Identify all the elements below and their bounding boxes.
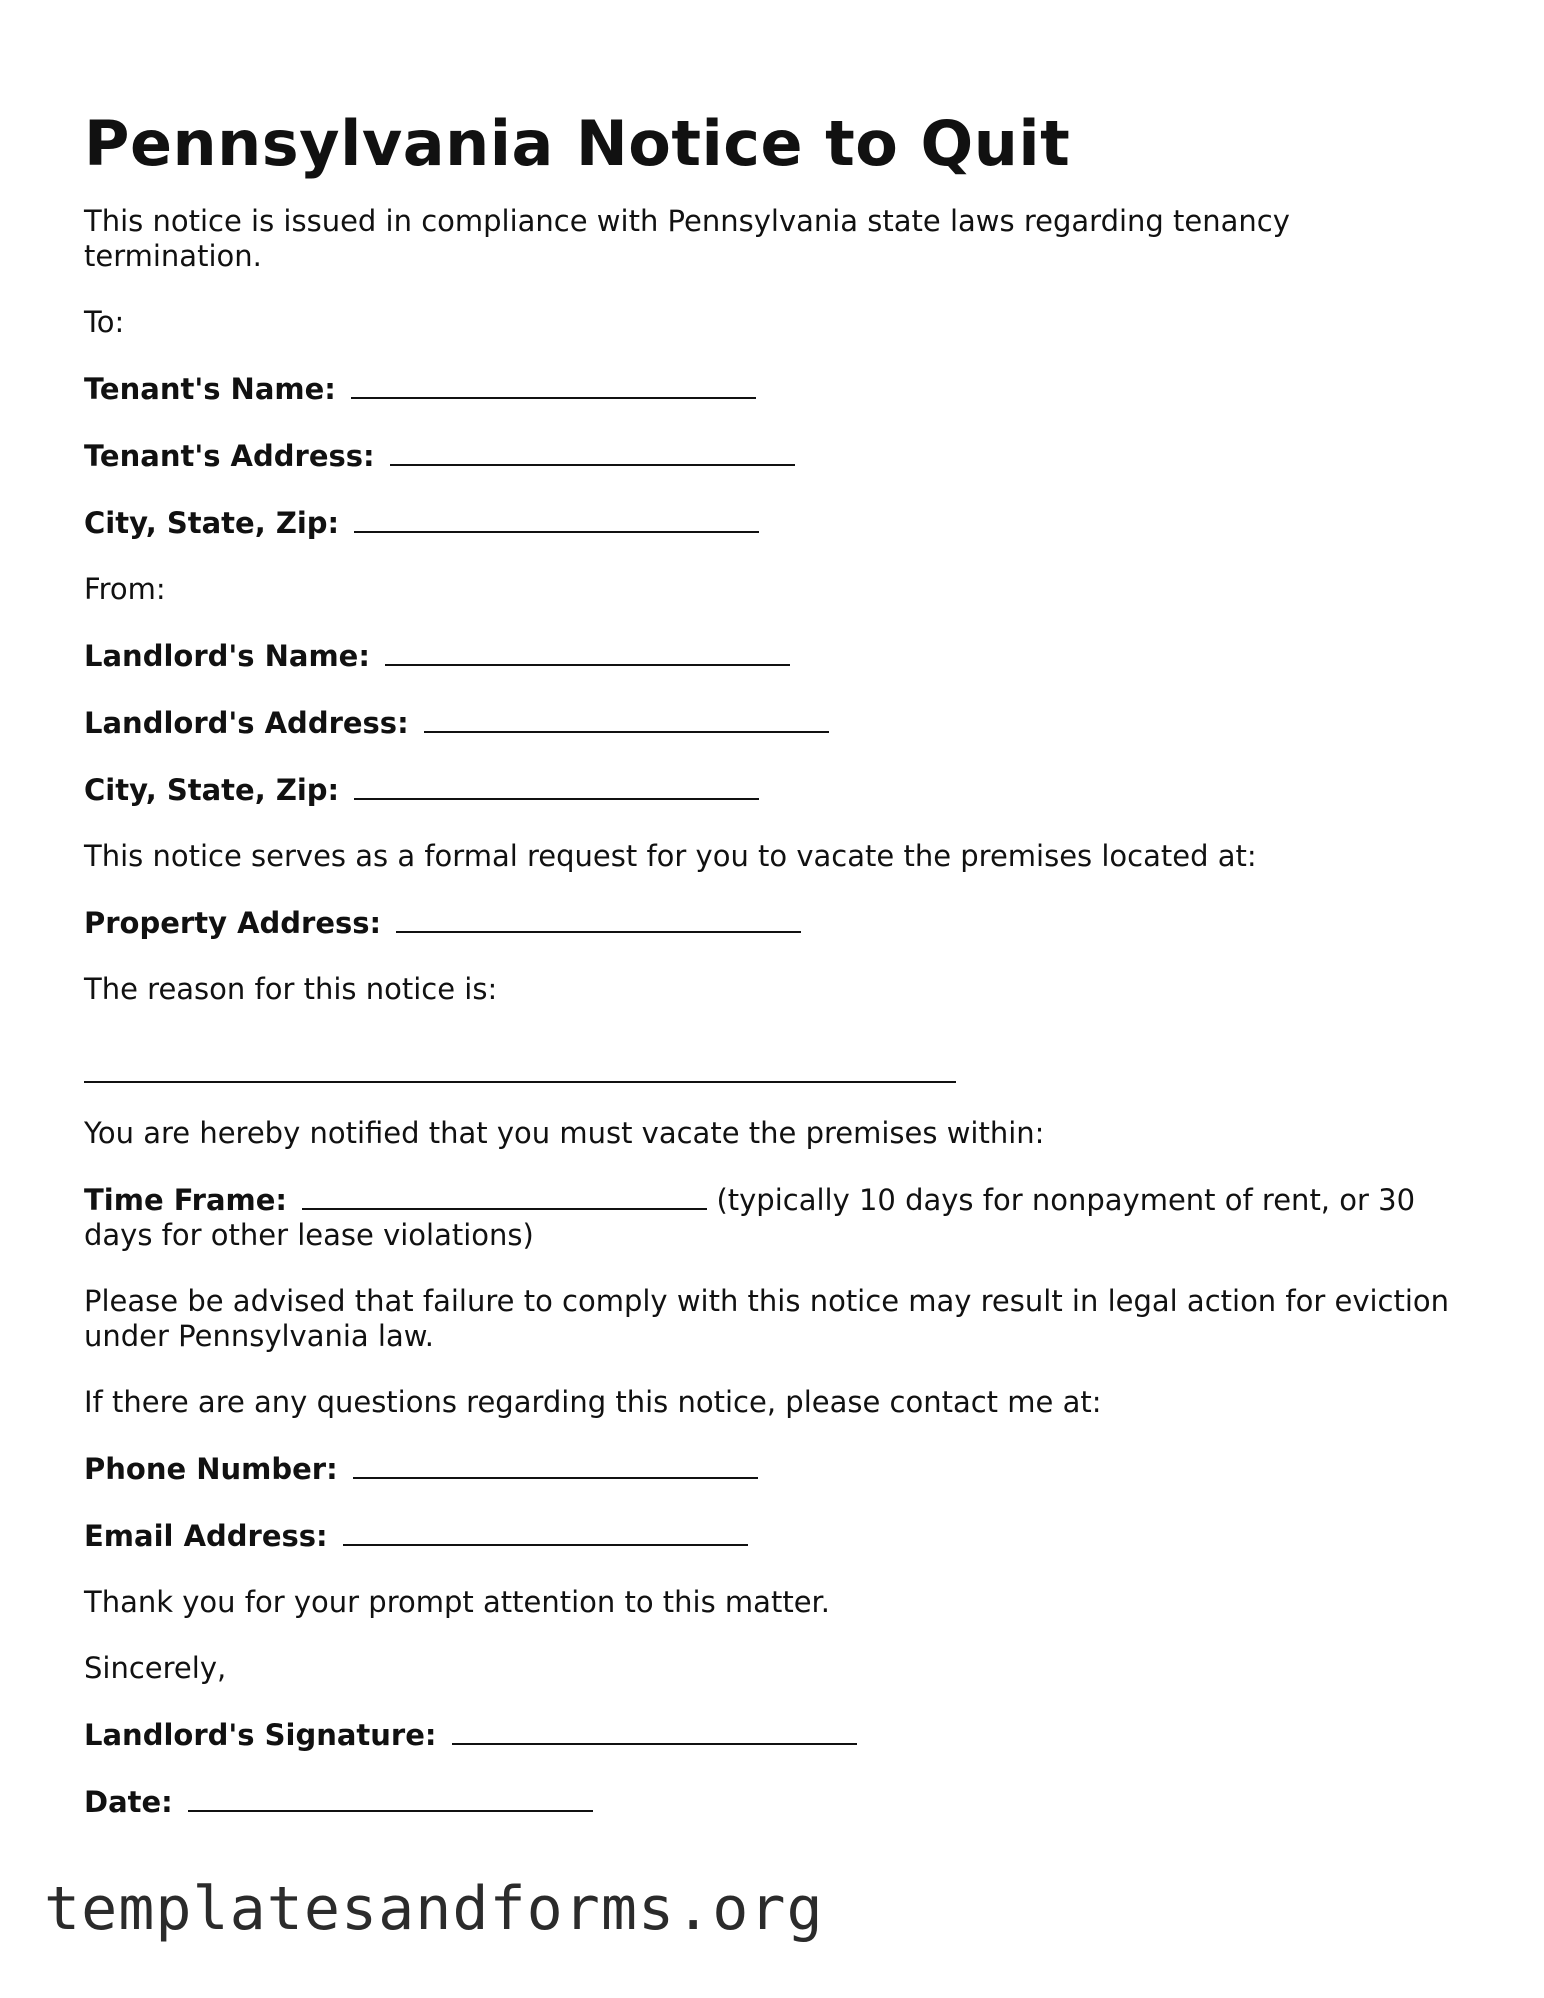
intro-text: This notice is issued in compliance with Pennsylvania state laws regarding tenancy termination. (84, 204, 1290, 273)
tenant-address-row (84, 438, 1464, 474)
date-row (84, 1784, 1464, 1820)
tenant-address-field[interactable] (390, 438, 795, 466)
time-frame-note: (typically 10 days for nonpayment of rent, or 30 days for other lease violations) (84, 1183, 1416, 1252)
page-title: Pennsylvania Notice to Quit (84, 107, 1071, 180)
closing-text: Sincerely, (84, 1651, 227, 1685)
date-field[interactable] (188, 1784, 593, 1812)
tenant-name-field[interactable] (351, 371, 756, 399)
landlord-city-label: City, State, Zip: (84, 773, 340, 807)
thanks-text: Thank you for your prompt attention to this matter. (84, 1585, 831, 1619)
landlord-name-row (84, 638, 1464, 674)
landlord-name-label: Landlord's Name: (84, 639, 370, 673)
landlord-address-row (84, 705, 1464, 741)
vacate-request-text: This notice serves as a formal request for you to vacate the premises located at: (84, 839, 1257, 873)
landlord-address-field[interactable] (424, 705, 829, 733)
tenant-city-field[interactable] (354, 505, 759, 533)
landlord-name-field[interactable] (385, 638, 790, 666)
landlord-address-label: Landlord's Address: (84, 706, 409, 740)
notice-document (84, 104, 1464, 1820)
signature-label: Landlord's Signature: (84, 1718, 437, 1752)
property-address-label: Property Address: (84, 906, 382, 940)
property-address-field[interactable] (396, 905, 801, 933)
advised-text: Please be advised that failure to comply with this notice may result in legal action for eviction under Pennsylvania law. (84, 1284, 1450, 1353)
property-address-row (84, 905, 1464, 941)
reason-intro-text: The reason for this notice is: (84, 972, 498, 1006)
tenant-name-label: Tenant's Name: (84, 372, 336, 406)
email-row (84, 1518, 1464, 1554)
to-label: To: (84, 305, 125, 339)
landlord-city-field[interactable] (354, 772, 759, 800)
tenant-address-label: Tenant's Address: (84, 439, 375, 473)
phone-row (84, 1451, 1464, 1487)
time-frame-field[interactable] (302, 1182, 707, 1210)
time-frame-label: Time Frame: (84, 1183, 288, 1217)
tenant-city-label: City, State, Zip: (84, 506, 340, 540)
from-label: From: (84, 572, 166, 606)
tenant-city-row (84, 505, 1464, 541)
signature-field[interactable] (452, 1717, 857, 1745)
email-field[interactable] (343, 1518, 748, 1546)
email-label: Email Address: (84, 1519, 328, 1553)
tenant-name-row (84, 371, 1464, 407)
phone-field[interactable] (353, 1451, 758, 1479)
notified-text: You are hereby notified that you must vacate the premises within: (84, 1116, 1045, 1150)
landlord-city-row (84, 772, 1464, 808)
reason-row (84, 1055, 1464, 1085)
reason-field[interactable] (84, 1055, 956, 1083)
watermark: templatesandforms.org (44, 1874, 824, 1944)
questions-text: If there are any questions regarding this notice, please contact me at: (84, 1385, 1102, 1419)
phone-label: Phone Number: (84, 1452, 338, 1486)
time-frame-row (84, 1182, 1464, 1253)
date-label: Date: (84, 1785, 173, 1819)
signature-row (84, 1717, 1464, 1753)
